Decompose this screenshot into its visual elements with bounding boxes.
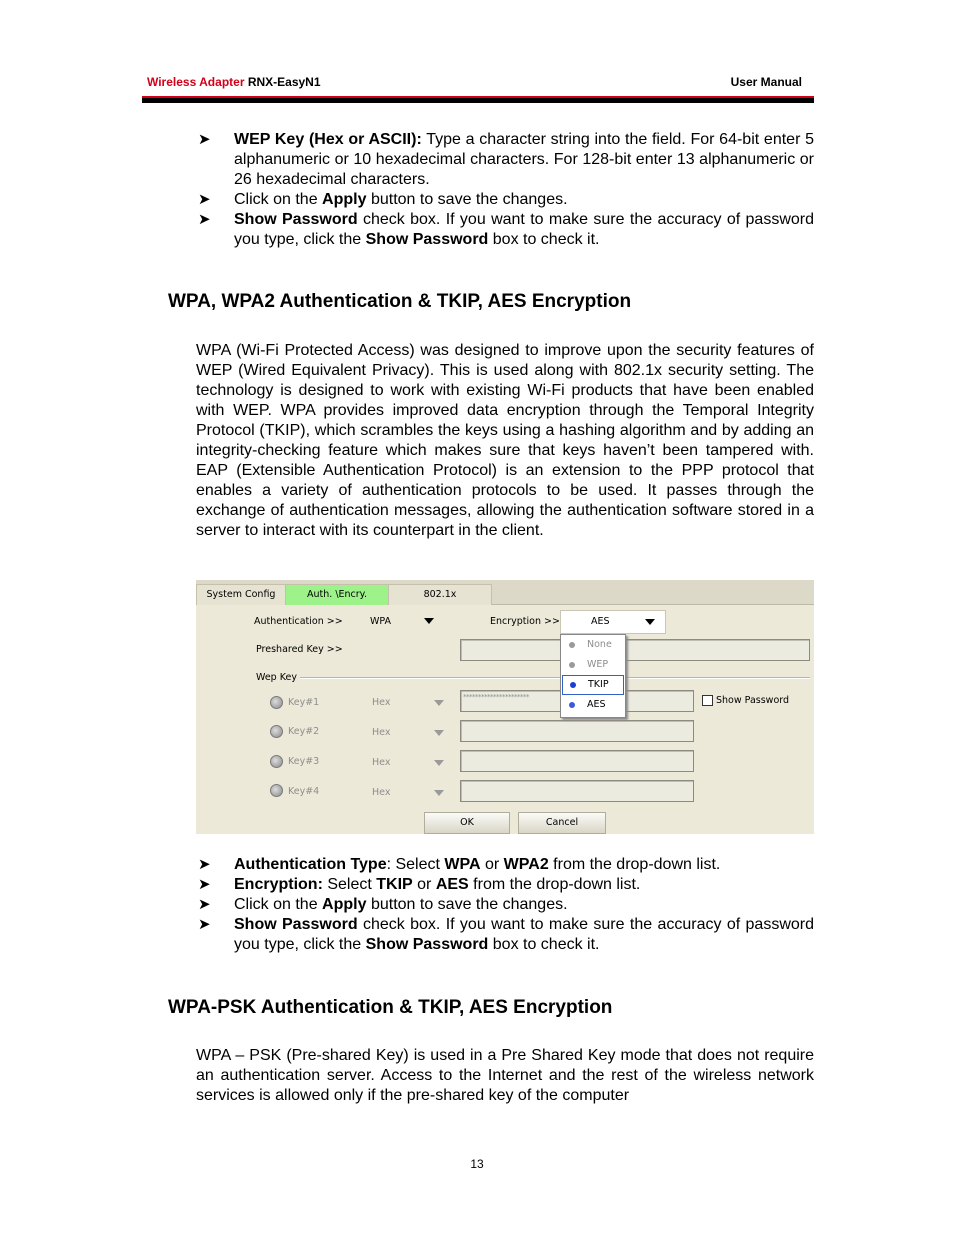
show-password-checkbox[interactable] [702, 695, 713, 706]
list-item: ➤ Authentication Type: Select WPA or WPA2 from the drop-down list. [198, 856, 721, 873]
chevron-right-icon: ➤ [198, 191, 211, 208]
section-heading-wpa-psk: WPA-PSK Authentication & TKIP, AES Encryption [168, 997, 613, 1018]
chevron-right-icon: ➤ [198, 856, 211, 873]
list-item: ➤ Show Password check box. If you want to make sure the accuracy of password you type, click the Show Password box to check it. [198, 211, 815, 248]
key2-format[interactable]: Hex [372, 727, 391, 738]
key1-label: Key#1 [288, 697, 320, 708]
chevron-down-icon[interactable] [424, 618, 434, 624]
cancel-button[interactable]: Cancel [518, 812, 606, 834]
preshared-key-label: Preshared Key >> [256, 644, 343, 655]
encryption-select[interactable] [560, 610, 666, 634]
chevron-right-icon: ➤ [198, 876, 211, 893]
chevron-right-icon: ➤ [198, 131, 211, 148]
section-heading-wpa: WPA, WPA2 Authentication & TKIP, AES Encryption [168, 291, 632, 312]
show-password-label: Show Password [716, 695, 790, 706]
key1-format[interactable]: Hex [372, 697, 391, 708]
header-manual-label: User Manual [730, 75, 802, 89]
tab-bar [196, 580, 814, 605]
key3-label: Key#3 [288, 756, 320, 767]
authentication-select[interactable]: WPA [370, 616, 392, 627]
key3-radio[interactable] [270, 755, 283, 768]
list-item: ➤ Click on the Apply button to save the changes. [198, 896, 568, 913]
key2-input[interactable] [460, 720, 694, 742]
encryption-value: AES [591, 616, 610, 627]
header-rule-black [142, 98, 814, 103]
chevron-down-icon[interactable] [434, 700, 444, 706]
encryption-label: Encryption >> [490, 616, 560, 627]
tab-8021x[interactable]: 802.1x [388, 584, 492, 605]
key1-value: ********************** [463, 693, 529, 701]
authentication-label: Authentication >> [254, 616, 343, 627]
bullet-list-wpa [196, 855, 814, 955]
key2-label: Key#2 [288, 726, 320, 737]
bullet-icon [569, 702, 575, 708]
list-item: ➤ Encryption: Select TKIP or AES from the drop-down list. [198, 876, 641, 893]
bullet-icon [569, 662, 575, 668]
header-brand: Wireless Adapter [147, 75, 245, 89]
tab-auth-encry[interactable]: Auth. \Encry. [285, 584, 389, 605]
chevron-right-icon: ➤ [198, 896, 211, 913]
bullet-icon [570, 682, 576, 688]
chevron-down-icon[interactable] [645, 619, 655, 625]
bullet-icon [569, 642, 575, 648]
list-item: ➤ Click on the Apply button to save the changes. [198, 191, 568, 208]
list-item: ➤ WEP Key (Hex or ASCII): Type a character string into the field. For 64-bit enter 5 alphanumeric or 10 hexadecimal characters. For 128-bit enter 13 alphanumeric or 26 hexadecimal characters. [198, 131, 815, 188]
page-number: 13 [470, 1157, 484, 1171]
key3-input[interactable] [460, 750, 694, 772]
bullet-list-wep [196, 130, 814, 250]
chevron-down-icon[interactable] [434, 730, 444, 736]
config-screenshot [196, 580, 814, 834]
option-none[interactable]: None [562, 636, 622, 654]
chevron-right-icon: ➤ [198, 916, 211, 933]
paragraph-wpa: WPA (Wi-Fi Protected Access) was designed to improve upon the security features of WEP (Wired Equivalent Privacy). This is used along with 802.1x security setting. The technology is designed to work with existing Wi-Fi products that have been enabled with WEP. WPA provides improved data encryption through the Temporal Integrity Protocol (TKIP), which scrambles the keys using a hashing algorithm and by adding an integrity-checking feature which makes sure that keys haven’t been tampered with. EAP (Extensible Authentication Protocol) is an extension to the PPP protocol that enables a variety of authentication protocols to be used. It passes through the exchange of authentication messages, allowing the authentication software stored in a server to interact with its counterpart in the client. [196, 342, 814, 539]
option-tkip[interactable]: TKIP [562, 675, 624, 695]
chevron-down-icon[interactable] [434, 790, 444, 796]
list-item: ➤ Show Password check box. If you want to make sure the accuracy of password you type, click the Show Password box to check it. [198, 916, 815, 953]
option-wep[interactable]: WEP [562, 656, 622, 674]
option-aes[interactable]: AES [562, 696, 622, 714]
chevron-down-icon[interactable] [434, 760, 444, 766]
key3-format[interactable]: Hex [372, 757, 391, 768]
header-model: RNX-EasyN1 [247, 75, 321, 89]
key4-label: Key#4 [288, 786, 320, 797]
key1-radio[interactable] [270, 696, 283, 709]
paragraph-wpa-psk: WPA – PSK (Pre-shared Key) is used in a Pre Shared Key mode that does not require an authentication server. Access to the Internet and the rest of the wireless network services is allowed only if the pre-shared key of the computer [196, 1047, 814, 1104]
divider [300, 677, 810, 679]
chevron-right-icon: ➤ [198, 211, 211, 228]
tab-system-config[interactable]: System Config [196, 584, 286, 605]
header-title [147, 75, 321, 89]
ok-button[interactable]: OK [424, 812, 510, 834]
key4-format[interactable]: Hex [372, 787, 391, 798]
key4-input[interactable] [460, 780, 694, 802]
preshared-key-input[interactable] [460, 639, 810, 661]
wep-key-label: Wep Key [256, 672, 297, 683]
key4-radio[interactable] [270, 784, 283, 797]
key2-radio[interactable] [270, 725, 283, 738]
encryption-dropdown [560, 634, 626, 718]
